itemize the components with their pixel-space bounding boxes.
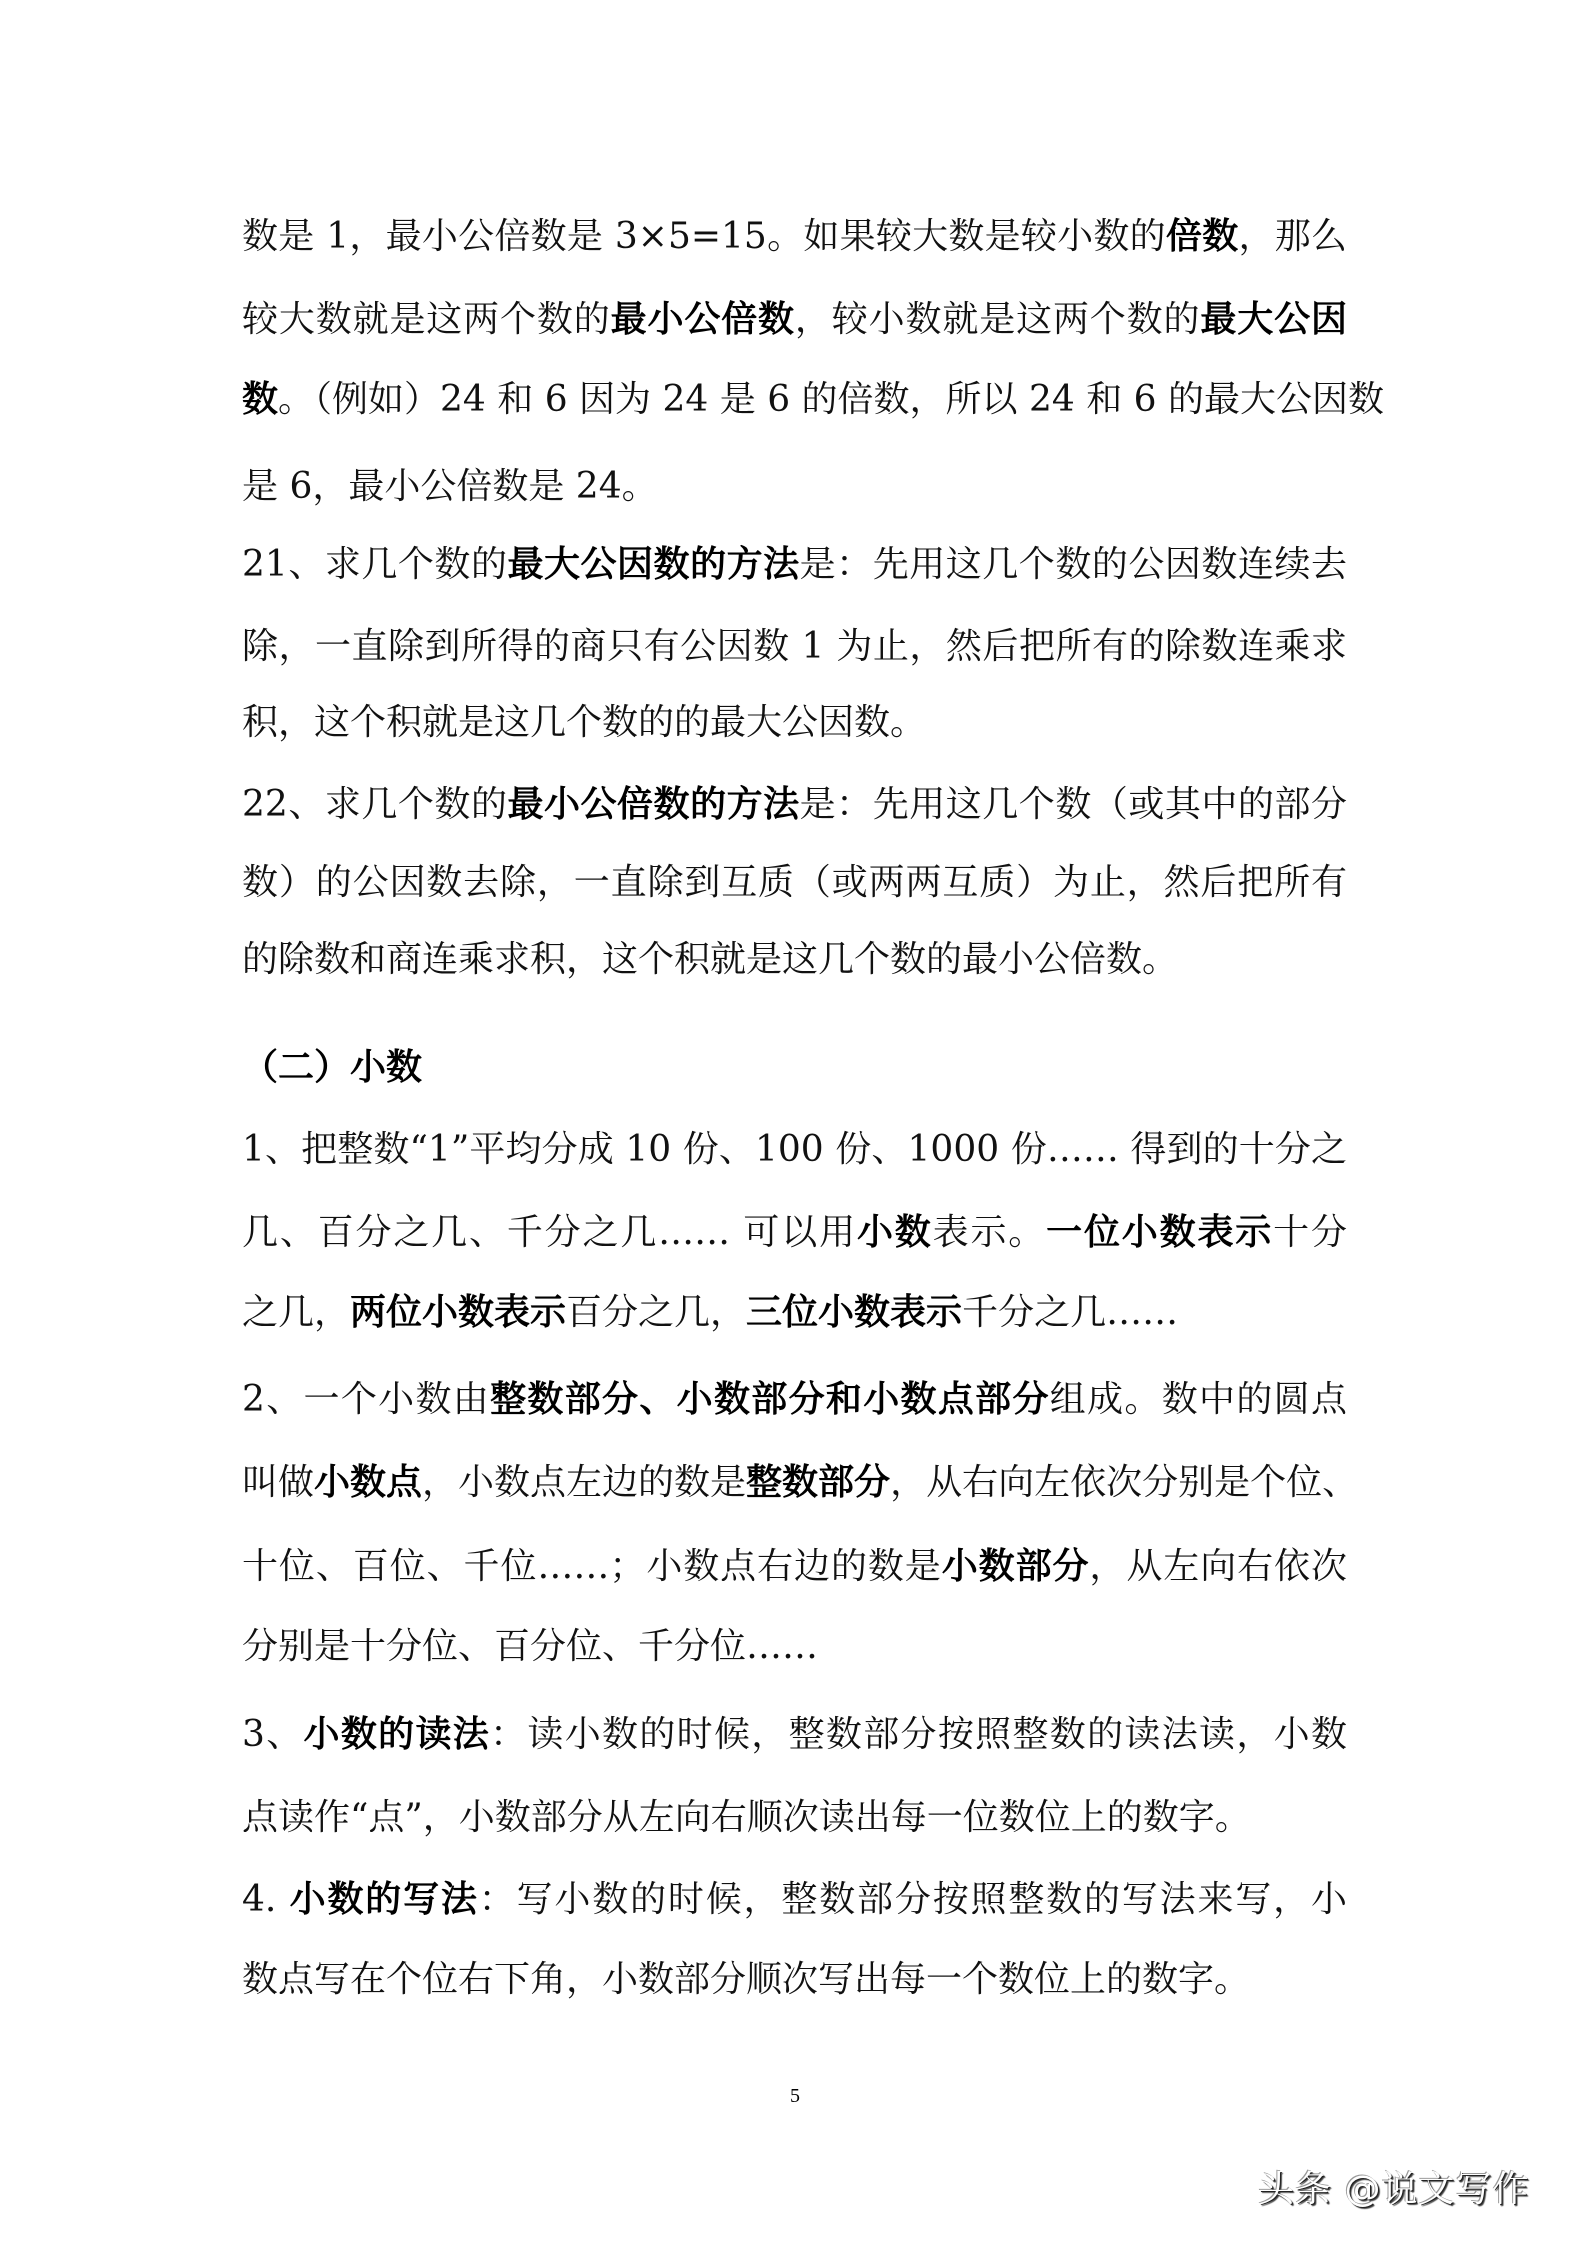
text-run: 组成。数中的圆点 [1049, 1379, 1347, 1420]
bold-term: 小数的读法 [303, 1714, 491, 1755]
bold-term: 最大公因 [1200, 299, 1347, 340]
section-heading [242, 1040, 1347, 1096]
text-line [242, 1952, 1347, 2008]
text-line [242, 1285, 1347, 1341]
text-run: 21、求几个数的 [242, 544, 508, 585]
text-line [242, 1619, 1347, 1675]
text-run: 数）的公因数去除，一直除到互质（或两两互质）为止，然后把所有 [242, 862, 1347, 903]
bold-term: 小数 [856, 1212, 933, 1253]
text-line [242, 372, 1385, 428]
text-run: 表示。 [932, 1212, 1047, 1253]
text-line [242, 1539, 1347, 1595]
text-run: ，小数点左边的数是 [422, 1462, 747, 1503]
text-line [242, 1790, 1347, 1846]
text-line [242, 1205, 1347, 1261]
text-line [242, 1122, 1347, 1178]
text-run: 是 6，最小公倍数是 24。 [242, 466, 658, 507]
text-run: 的除数和商连乘求积，这个积就是这几个数的最小公倍数。 [242, 939, 1179, 980]
text-run: ：读小数的时候，整数部分按照整数的读法读，小数 [490, 1714, 1347, 1755]
text-run: 2、一个小数由 [242, 1379, 491, 1420]
text-line [242, 932, 1347, 988]
text-run: ，那么 [1238, 216, 1347, 257]
text-line [242, 1455, 1359, 1511]
text-line [242, 1372, 1347, 1428]
text-run: 数点写在个位右下角，小数部分顺次写出每一个数位上的数字。 [242, 1959, 1251, 2000]
bold-term: 三位小数表示 [746, 1292, 963, 1333]
bold-term: 一位小数表示 [1046, 1212, 1274, 1253]
bold-term: 小数的写法 [289, 1879, 479, 1920]
watermark: 头条 @说文写作 [1258, 2169, 1530, 2210]
text-line [242, 1707, 1347, 1763]
text-line [242, 777, 1347, 833]
text-line [242, 855, 1347, 911]
text-run: 1、把整数“1”平均分成 10 份、100 份、1000 份…… 得到的十分之 [242, 1129, 1347, 1170]
text-run: 数是 1，最小公倍数是 3×5=15。如果较大数是较小数的 [242, 216, 1166, 257]
text-run: 。（例如）24 和 6 因为 24 是 6 的倍数，所以 24 和 6 的最大公因数 [278, 379, 1385, 420]
bold-term: 小数点 [314, 1462, 423, 1503]
bold-term: 数 [242, 379, 279, 420]
text-run: ，从右向左依次分别是个位、 [890, 1462, 1359, 1503]
text-run: 是：先用这几个数的公因数连续去 [799, 544, 1347, 585]
bold-term: 最大公因数的方法 [507, 544, 800, 585]
text-line [242, 459, 1347, 515]
text-run: 十分 [1273, 1212, 1347, 1253]
text-run: ，从左向右依次 [1089, 1546, 1347, 1587]
text-line [242, 1872, 1347, 1928]
text-run: 十位、百位、千位……；小数点右边的数是 [242, 1546, 942, 1587]
text-run: 几、百分之几、千分之几…… 可以用 [242, 1212, 857, 1253]
text-run: 是：先用这几个数（或其中的部分 [799, 784, 1347, 825]
bold-term: 倍数 [1165, 216, 1239, 257]
text-run: 千分之几…… [962, 1292, 1179, 1333]
text-run: ，较小数就是这两个数的 [794, 299, 1201, 340]
text-run: 之几， [242, 1292, 351, 1333]
text-line [242, 292, 1347, 348]
bold-term: （二）小数 [242, 1047, 423, 1088]
page-number: 5 [790, 2085, 800, 2107]
text-run: ：写小数的时候，整数部分按照整数的写法来写，小 [478, 1879, 1347, 1920]
bold-term: 最小公倍数 [610, 299, 795, 340]
text-run: 22、求几个数的 [242, 784, 508, 825]
text-run: 较大数就是这两个数的 [242, 299, 611, 340]
bold-term: 整数部分 [746, 1462, 891, 1503]
text-line [242, 537, 1347, 593]
text-line [242, 619, 1347, 675]
text-line [242, 695, 1347, 751]
text-run: 积，这个积就是这几个数的的最大公因数。 [242, 702, 927, 743]
bold-term: 两位小数表示 [350, 1292, 567, 1333]
text-run: 百分之几， [566, 1292, 747, 1333]
text-run: 3、 [242, 1714, 304, 1755]
text-run: 4. [242, 1879, 290, 1920]
bold-term: 整数部分、小数部分和小数点部分 [490, 1379, 1050, 1420]
bold-term: 小数部分 [941, 1546, 1090, 1587]
text-run: 分别是十分位、百分位、千分位…… [242, 1626, 819, 1667]
bold-term: 最小公倍数的方法 [507, 784, 800, 825]
text-run: 除，一直除到所得的商只有公因数 1 为止，然后把所有的除数连乘求 [242, 626, 1347, 667]
text-run: 叫做 [242, 1462, 315, 1503]
text-run: 点读作“点”，小数部分从左向右顺次读出每一位数位上的数字。 [242, 1797, 1251, 1838]
text-line [242, 209, 1347, 265]
